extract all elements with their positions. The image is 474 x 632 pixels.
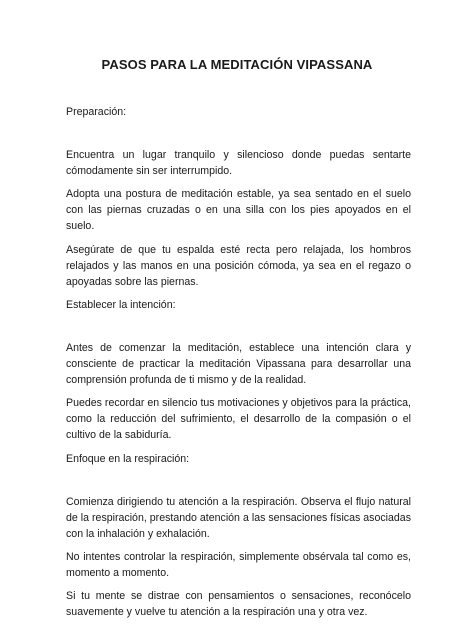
section-respiracion xyxy=(66,451,411,621)
section-intencion xyxy=(66,297,411,444)
paragraph: Antes de comenzar la meditación, establece una intención clara y consciente de practicar la meditación Vipassana para desarrollar una comprensión profunda de ti mismo y de la realidad. xyxy=(66,341,411,387)
paragraph: No intentes controlar la respiración, simplemente obsérvala tal como es, momento a momento. xyxy=(66,550,411,579)
section-heading: Enfoque en la respiración: xyxy=(66,452,190,465)
paragraph: Si tu mente se distrae con pensamientos o sensaciones, reconócelo suavemente y vuelve tu atención a la respiración una y otra vez. xyxy=(66,590,411,619)
section-heading: Preparación: xyxy=(66,106,127,118)
section-heading: Establecer la intención: xyxy=(66,298,176,311)
paragraph: Puedes recordar en silencio tus motivaciones y objetivos para la práctica, como la reducción del sufrimiento, el desarrollo de la compasión o el cultivo de la sabiduría. xyxy=(66,397,411,442)
spacer xyxy=(66,120,411,147)
section-preparacion xyxy=(66,104,411,290)
document-body xyxy=(66,104,411,627)
paragraph: Asegúrate de que tu espalda esté recta pero relajada, los hombros relajados y las manos en una posición cómoda, ya sea en el regazo o apoyadas sobre las piernas. xyxy=(66,243,411,288)
document-title: PASOS PARA LA MEDITACIÓN VIPASSANA xyxy=(101,57,373,72)
paragraph: Adopta una postura de meditación estable, ya sea sentado en el suelo con las piernas cruzadas o en una silla con los pies apoyados en el suelo. xyxy=(66,188,411,233)
spacer xyxy=(66,313,411,340)
paragraph: Comienza dirigiendo tu atención a la respiración. Observa el flujo natural de la respiración, prestando atención a las sensaciones físicas asociadas con la inhalación y exhalación. xyxy=(66,495,411,540)
paragraph: Encuentra un lugar tranquilo y silencioso donde puedas sentarte cómodamente sin ser interrumpido. xyxy=(66,149,411,178)
spacer xyxy=(66,467,411,494)
